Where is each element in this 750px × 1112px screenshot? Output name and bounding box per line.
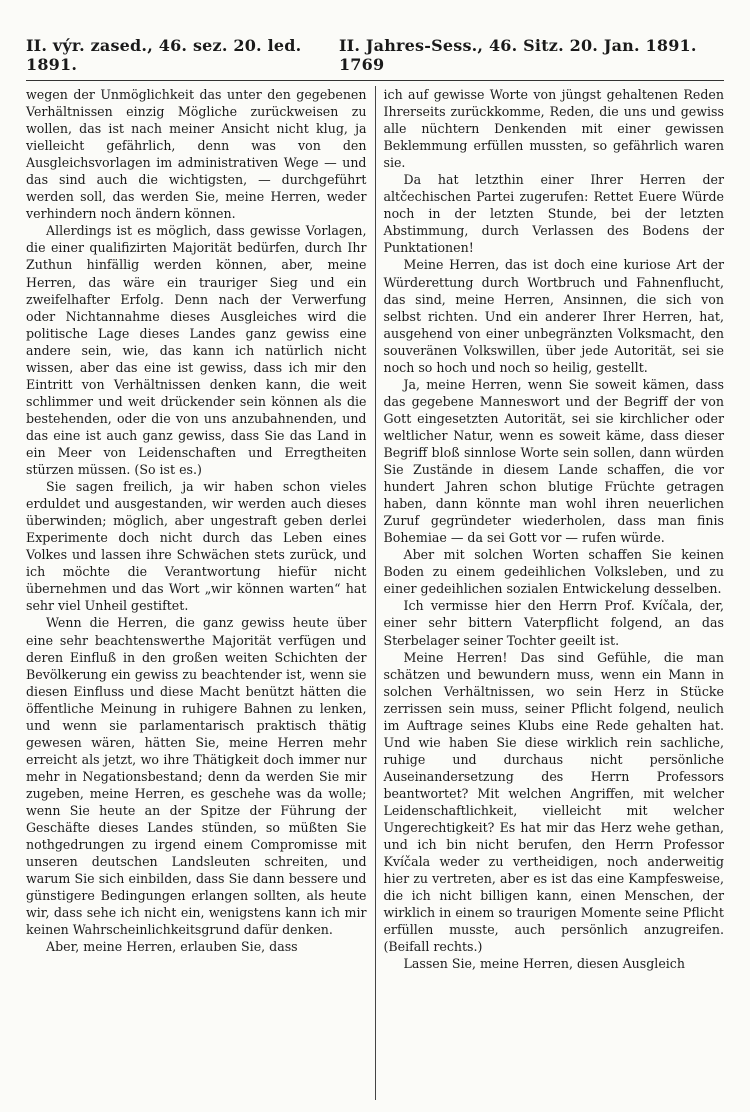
paragraph: Wenn die Herren, die ganz gewiss heute über eine sehr beachtenswerthe Majorität verfügen und deren Einfluß in den großen weiten Schichten der Bevölkerung ein gewiss zu beachtender ist, wenn sie diesen Einfluss und diese Macht benützt hätten die öffentliche Meinung in ruhigere Bahnen zu lenken, und wenn sie parlamentarisch praktisch thätig gewesen wären, hätten Sie, meine Herren mehr erreicht als jetzt, wo ihre Thätigkeit doch immer nur mehr in Negationsbestand; denn da werden Sie mir zugeben, meine Herren, es geschehe was da wolle; wenn Sie heute an der Spitze der Führung der Geschäfte dieses Landes stünden, so müßten Sie nothgedrungen zu irgend einem Compromisse mit unseren deutschen Landsleuten schreiten, und warum Sie sich einbilden, dass Sie dann bessere und günstigere Bedingungen erlangen sollten, als heute wir, dass sehe ich nicht ein, wenigstens kann ich mir keinen Wahrscheinlichkeitsgrund dafür denken. — [26, 615, 367, 938]
text-columns — [26, 86, 724, 1100]
page — [26, 30, 724, 1100]
header-czech: II. výr. zased., 46. sez. 20. led. 1891. — [26, 36, 302, 74]
paragraph: Aber, meine Herren, erlauben Sie, dass — [46, 939, 298, 955]
page-header — [26, 30, 724, 81]
left-column — [26, 86, 375, 1100]
paragraph: wegen der Unmöglichkeit das unter den gegebenen Verhältnissen einzig Mögliche zurückweisen zu wollen, das ist nach meiner Ansicht nicht klug, ja vielleicht gefährlich, denn was von den Ausgleichsvorlagen im administrativen Wege — und das sind auch die wichtigsten, — durchgeführt werden soll, das werden Sie, meine Herren, weder verhindern noch ändern können. — [26, 87, 367, 222]
paragraph: Lassen Sie, meine Herren, diesen Ausgleich — [403, 956, 685, 972]
paragraph: Allerdings ist es möglich, dass gewisse Vorlagen, die einer qualifizirten Majorität bedürfen, durch Ihr Zuthun hinfällig werden können, aber, meine Herren, das wäre ein trauriger Sieg und ein zweifelhafter Erfolg. Denn nach der Verwerfung oder Nichtannahme dieses Ausgleiches wird die politische Lage dieses Landes ganz gewiss eine andere sein, wie, das kann ich natürlich nicht wissen, aber das eine ist gewiss, dass ich mir den Eintritt von Verhältnissen denken kann, die weit schlimmer und weit drückender sein können als die bestehenden, oder die von uns anzubahnenden, und das eine ist auch ganz gewiss, dass Sie das Land in ein Meer von Leidenschaften und Erregtheiten stürzen müssen. (So ist es.) — [26, 223, 367, 478]
paragraph: Da hat letzthin einer Ihrer Herren der altčechischen Partei zugerufen: Rettet Euere Würde noch in der letzten Stunde, bei der letzten Abstimmung, durch Verlassen des Bodens der Punktationen! — [383, 172, 724, 256]
paragraph: Meine Herren, das ist doch eine kuriose Art der Würderettung durch Wortbruch und Fahnenflucht, das sind, meine Herren, Ansinnen, die sich von selbst richten. Und ein anderer Ihrer Herren, hat, ausgehend von einer unbegränzten Volksmacht, den souveränen Volkswillen, über jede Autorität, sei sie noch so hoch und noch so heilig, gestellt. — [383, 257, 724, 375]
paragraph: ich auf gewisse Worte von jüngst gehaltenen Reden Ihrerseits zurückkomme, Reden, die uns und gewiss alle nüchtern Denkenden mit einer gewissen Beklemmung erfüllen mussten, so gefährlich waren sie. — [383, 87, 724, 171]
paragraph: Meine Herren! Das sind Gefühle, die man schätzen und bewundern muss, wenn ein Mann in solchen Verhältnissen, wo sein Herz in Stücke zerrissen sein muss, seiner Pflicht folgend, neulich im Auftrage seines Klubs eine Rede gehalten hat. Und wie haben Sie diese wirklich rein sachliche, ruhige und durchaus nicht persönliche Auseinandersetzung des Herrn Professors beantwortet? Mit welchen Angriffen, mit welcher Leidenschaftlichkeit, vielleicht mit welcher Ungerechtigkeit? Es hat mir das Herz wehe gethan, und ich bin nicht berufen, den Herrn Professor Kvíčala weder zu vertheidigen, noch anderweitig hier zu vertreten, aber es ist das eine Kampfesweise, die ich nicht billigen kann, einen Menschen, der wirklich in einem so traurigen Momente seine Pflicht erfüllen musste, auch persönlich anzugreifen. (Beifall rechts.) — [383, 649, 724, 955]
paragraph: Sie sagen freilich, ja wir haben schon vieles erduldet und ausgestanden, wir werden auch dieses überwinden; möglich, aber ungestraft geben derlei Experimente doch nicht durch das Leben eines Volkes und lassen ihre Schwächen stets zurück, und ich möchte die Verantwortung hiefür nicht übernehmen und das Wort „wir können warten“ hat sehr viel Unheil gestiftet. — [26, 479, 367, 614]
paragraph: Ich vermisse hier den Herrn Prof. Kvíčala, der, einer sehr bittern Vaterpflicht folgend, an das Sterbelager seiner Tochter geeilt ist. — [383, 598, 724, 648]
right-column — [375, 86, 724, 1100]
paragraph: Aber mit solchen Worten schaffen Sie keinen Boden zu einem gedeihlichen Volksleben, und zu einer gedeihlichen sozialen Entwickelung desselben. — [383, 547, 724, 597]
header-german: II. Jahres-Sess., 46. Sitz. 20. Jan. 1891. 1769 — [338, 36, 697, 74]
paragraph: Ja, meine Herren, wenn Sie soweit kämen, dass das gegebene Manneswort und der Begriff der von Gott eingesetzten Autorität, sei sie kirchlicher oder weltlicher Natur, wenn es soweit käme, dass dieser Begriff bloß sinnlose Worte sein sollen, dann würden Sie Zustände in diesem Lande schaffen, die vor hundert Jahren schon blutige Früchte getragen haben, dann könnte man wohl ihren neuerlichen Zuruf gegründeter wiederholen, dass man finis Bohemiae — da sei Gott vor — rufen würde. — [383, 376, 724, 546]
